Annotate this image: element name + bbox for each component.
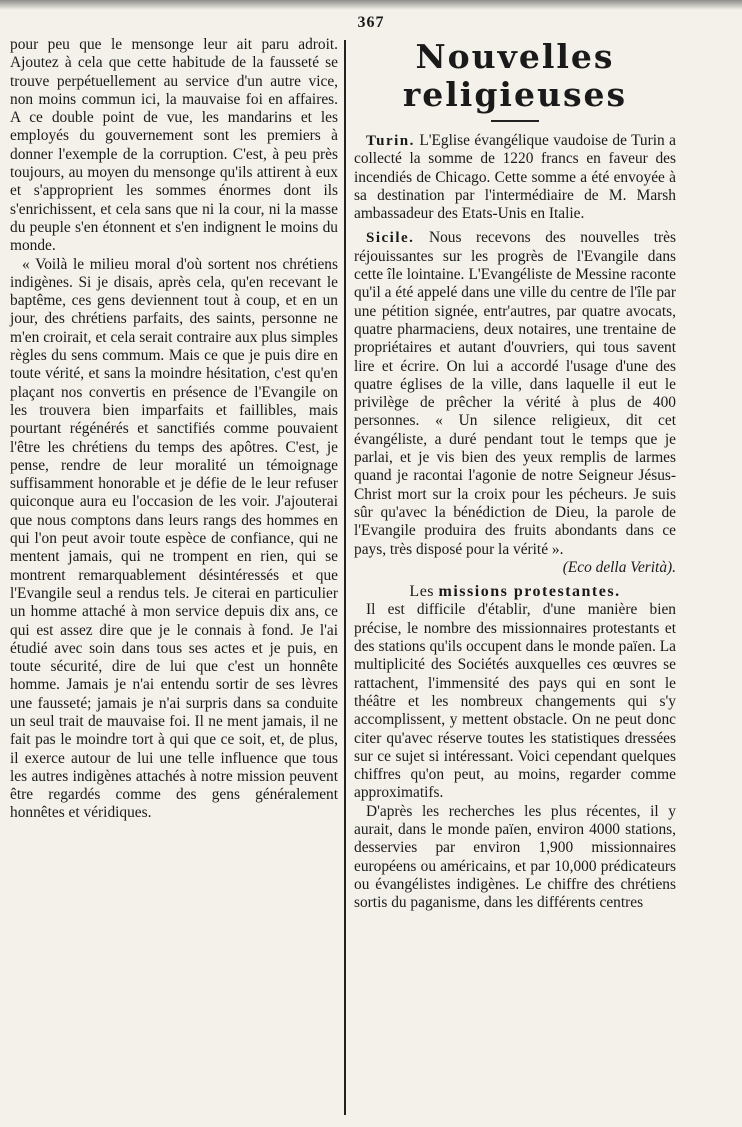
article-title-main: missions protestantes. [438, 583, 621, 601]
heading-rule [491, 120, 539, 122]
article-lead: Turin. [366, 133, 415, 149]
paragraph: D'après les recherches les plus récentes, il y aurait, dans le monde païen, environ 4000 stations, desservies par environ 1,900 missionnaires européens ou américains, et par 10,000 prédicateurs ou évangélistes indigènes. Le chiffre des chrétiens sortis du paganisme, dans les différents centres [354, 802, 676, 912]
paragraph: pour peu que le mensonge leur ait paru adroit. Ajoutez à cela que cette habitude de la fausseté se trouve perpétuellement au service d'un autre vice, non moins commun ici, la mauvaise foi en affaires. A ce double point de vue, les mandarins et les employés du gouvernement sont les premiers à donner l'exemple de la corruption. C'est, à peu près toujours, au moyen du mensonge qu'ils attirent à eux et s'approprient les sommes énormes dont ils s'enrichissent, et cela sans que ni la cour, ni la masse du peuple s'en étonnent et s'en indignent le moins du monde. [10, 36, 338, 255]
left-column [10, 36, 338, 823]
column-divider [344, 40, 346, 1115]
top-border [0, 0, 742, 10]
paragraph: Il est difficile d'établir, d'une manière bien précise, le nombre des missionnaires protestants et des stations qu'ils occupent dans le monde païen. La multiplicité des Sociétés auxquelles ces œuvres se rattachent, l'immensité des pays qui en sont le théâtre et les nombreux changements qui s'y accomplissent, y mettent obstacle. On ne peut donc citer qu'avec réserve toutes les statistiques dressées sur ce sujet si intéressant. Voici cependant quelques chiffres qu'on peut, au moins, regarder comme approximatifs. [354, 601, 676, 802]
article-text: L'Eglise évangélique vaudoise de Turin a collecté la somme de 1220 francs en faveur des incendiés de Chicago. Cette somme a été envoyée à sa destination par l'intermédiaire de M. Marsh ambassadeur des Etats-Unis en Italie. [354, 132, 676, 223]
article-lead: Sicile. [366, 230, 415, 247]
article-source: (Eco della Verità). [562, 558, 676, 576]
article-missions [354, 583, 676, 912]
right-column [354, 36, 676, 918]
article-sicile [354, 229, 676, 577]
paragraph: « Voilà le milieu moral d'où sortent nos chrétiens indigènes. Si je disais, après cela, qu'en recevant le baptême, ces gens deviennent tout à coup, et en un jour, des chrétiens parfaits, des saints, personne ne m'en croirait, et cela serait contraire aux plus simples règles du sens commum. Mais ce que je puis dire en toute vérité, et sans la moindre hésitation, c'est qu'en plaçant nos convertis en présence de l'Evangile on les trouvera bien imparfaits et faillibles, mais pourtant régénérés et sanctifiés comme pouvaient l'être les chrétiens du temps des apôtres. C'est, je pense, rendre de leur moralité un témoignage suffisamment honorable et je défie de le leur refuser quiconque aura eu l'occasion de les voir. J'ajouterai que nous comptons dans leurs rangs des hommes en qui l'on peut avoir toute espèce de confiance, qui ne mentent jamais, qui ne trompent en rien, qui se montrent remarquablement désintéressés et que l'Evangile seul a rendus tels. Je citerai en particulier un homme attaché à mon service depuis dix ans, ce qui est assez dire que je le connais à fond. Je l'ai étudié avec soin dans tous ses actes et je puis, en toute sécurité, dire de lui que c'est un honnête homme. Jamais je n'ai entendu sortir de ses lèvres une fausseté; jamais je n'ai surpris dans sa conduite un seul trait de mauvaise foi. Il ne ment jamais, il ne fait pas le moindre tort à qui que ce soit, et, de plus, il exerce autour de lui une telle influence que tous les autres indigènes attachés à notre mission peuvent être regardés comme des gens généralement honnêtes et véridiques. [10, 255, 338, 822]
article-turin [354, 132, 676, 223]
page-number: 367 [357, 14, 385, 31]
section-title: Nouvelles religieuses [402, 37, 628, 114]
article-title [354, 583, 676, 601]
article-title-prefix: Les [409, 583, 435, 601]
article-text: Nous recevons des nouvelles très réjouissantes sur les progrès de l'Evangile dans cette île lointaine. L'Evangéliste de Messine raconte qu'il a été appelé dans une ville du centre de l'île par une pétition signée, entr'autres, par quatre avocats, quatre pharmaciens, deux notaires, une trentaine de propriétaires et autant d'ouvriers, qui tous savent lire et écrire. On lui a accordé l'usage d'une des quatre églises de la ville, dans laquelle il eut le privilège de prêcher la vérité à plus de 400 personnes. « Un silence religieux, dit cet évangéliste, a duré pendant tout le temps que je parlai, et je vis bien des yeux remplis de larmes quand je racontai l'agonie de notre Seigneur Jésus-Christ mort sur la croix pour les pécheurs. Je suis sûr qu'avec la bénédiction de Dieu, la parole de l'Evangile produira des fruits abondants dans ce pays, très disposé pour la vérité ». [354, 229, 676, 558]
